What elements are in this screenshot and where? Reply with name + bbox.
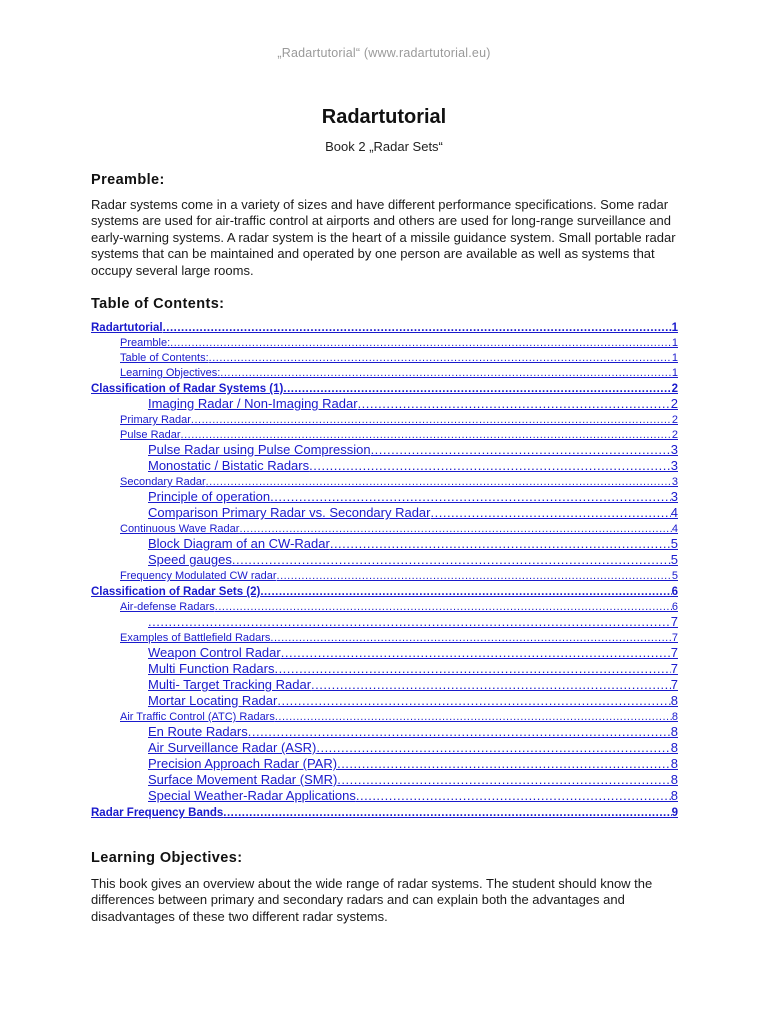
toc-entry-label: Surface Movement Radar (SMR) — [148, 772, 338, 787]
toc-heading: Table of Contents: — [91, 296, 225, 312]
toc-entry-page: 8 — [670, 772, 678, 787]
toc-leader-dots — [431, 505, 671, 520]
toc-leader-dots — [330, 536, 671, 551]
toc-leader-dots — [274, 661, 670, 676]
toc-leader-dots — [281, 645, 671, 660]
toc-entry-page: 4 — [670, 505, 678, 520]
toc-entry-page: 8 — [670, 788, 678, 803]
toc-entry[interactable] — [91, 771, 678, 787]
toc-entry-page: 8 — [671, 711, 678, 723]
toc-leader-dots — [223, 807, 671, 819]
toc-leader-dots — [163, 322, 672, 334]
toc-entry-label: Table of Contents: — [120, 352, 209, 364]
toc-entry-label: Multi Function Radars — [148, 661, 275, 676]
toc-entry-page: 3 — [671, 476, 678, 488]
toc-entry-label: Continuous Wave Radar — [120, 523, 240, 535]
toc-entry-label: Speed gauges — [148, 552, 232, 567]
toc-entry-label: Weapon Control Radar — [148, 645, 281, 660]
toc-entry-page: 2 — [670, 396, 678, 411]
toc-leader-dots — [248, 724, 671, 739]
toc-leader-dots — [316, 740, 670, 755]
toc-entry-page: 3 — [670, 458, 678, 473]
toc-leader-dots — [270, 632, 671, 644]
toc-entry[interactable] — [91, 755, 678, 771]
toc-entry-label: Mortar Locating Radar — [148, 693, 278, 708]
toc-entry[interactable] — [91, 676, 678, 692]
toc-entry-label: En Route Radars — [148, 724, 248, 739]
toc-entry-label: Radartutorial — [91, 322, 163, 334]
toc-entry-label: Preamble: — [120, 337, 171, 349]
toc-entry-page: 7 — [670, 677, 678, 692]
toc-entry[interactable] — [91, 692, 678, 708]
toc-entry-label: Monostatic / Bistatic Radars — [148, 458, 310, 473]
toc-entry-label: Comparison Primary Radar vs. Secondary Radar — [148, 505, 431, 520]
table-of-contents — [91, 318, 678, 819]
toc-entry-page: 6 — [671, 601, 678, 613]
toc-leader-dots — [277, 570, 672, 582]
toc-entry-label: Principle of operation — [148, 489, 271, 504]
toc-entry-label: Precision Approach Radar (PAR) — [148, 756, 338, 771]
toc-leader-dots — [181, 429, 672, 441]
toc-entry-page: 8 — [670, 724, 678, 739]
toc-entry-page: 3 — [670, 489, 678, 504]
toc-entry[interactable] — [91, 708, 678, 723]
toc-entry[interactable] — [91, 379, 678, 395]
toc-leader-dots — [270, 489, 671, 504]
toc-entry-label: Frequency Modulated CW radar — [120, 570, 277, 582]
toc-entry[interactable] — [91, 803, 678, 819]
toc-entry-label: Radar Frequency Bands — [91, 807, 224, 819]
toc-entry-page: 2 — [671, 414, 678, 426]
toc-entry[interactable] — [91, 426, 678, 441]
toc-entry-page: 4 — [671, 523, 678, 535]
preamble-heading: Preamble: — [91, 172, 165, 188]
toc-leader-dots — [309, 458, 671, 473]
toc-leader-dots — [356, 788, 671, 803]
toc-entry-label: Air Surveillance Radar (ASR) — [148, 740, 317, 755]
toc-entry-page: 5 — [670, 536, 678, 551]
toc-leader-dots — [260, 586, 671, 598]
toc-entry[interactable] — [91, 411, 678, 426]
toc-entry[interactable] — [91, 644, 678, 660]
toc-leader-dots — [337, 772, 670, 787]
toc-entry-page: 8 — [670, 740, 678, 755]
toc-entry[interactable] — [91, 567, 678, 582]
toc-entry[interactable] — [91, 473, 678, 488]
page-header-note: „Radartutorial“ (www.radartutorial.eu) — [277, 46, 491, 60]
toc-entry[interactable] — [91, 660, 678, 676]
learning-objectives-text: This book gives an overview about the wide range of radar systems. The student should know the differences between primary and secondary radars and can explain both the advantages and disadvantages of these two different radar systems. — [91, 876, 653, 924]
toc-entry-page: 1 — [671, 322, 678, 334]
toc-entry[interactable] — [91, 739, 678, 755]
toc-leader-dots — [206, 476, 672, 488]
toc-entry[interactable] — [91, 598, 678, 613]
toc-entry[interactable] — [91, 787, 678, 803]
toc-entry[interactable] — [91, 441, 678, 457]
toc-entry-label: Classification of Radar Sets (2) — [91, 586, 261, 598]
toc-entry[interactable] — [91, 318, 678, 334]
toc-entry[interactable] — [91, 364, 678, 379]
toc-entry-label: Classification of Radar Systems (1) — [91, 383, 284, 395]
toc-entry-page: 5 — [670, 552, 678, 567]
toc-entry-label: Air Traffic Control (ATC) Radars — [120, 711, 275, 723]
toc-leader-dots — [220, 367, 672, 379]
toc-leader-dots — [283, 383, 671, 395]
toc-entry-page: 2 — [671, 383, 678, 395]
toc-leader-dots — [191, 414, 672, 426]
toc-entry-page: 1 — [671, 352, 678, 364]
toc-entry-label: Air-defense Radars — [120, 601, 215, 613]
toc-entry-page: 1 — [671, 337, 678, 349]
toc-entry-page: 9 — [671, 807, 678, 819]
preamble-text: Radar systems come in a variety of sizes and have different performance specifications. Some radar systems are used for air-traffic control at airports and others are used for long-range surveillance and early-warning systems. A radar system is the heart of a missile guidance system. Small portable radar systems that can be maintained and operated by one person are available as well as systems that occupy several large rooms. — [91, 197, 676, 278]
toc-entry-label: Imaging Radar / Non-Imaging Radar — [148, 396, 358, 411]
toc-entry[interactable] — [91, 613, 678, 629]
toc-entry-page: 2 — [671, 429, 678, 441]
toc-entry[interactable] — [91, 551, 678, 567]
toc-entry-page: 6 — [671, 586, 678, 598]
toc-entry-label: Pulse Radar using Pulse Compression — [148, 442, 371, 457]
toc-entry-page: 7 — [671, 632, 678, 644]
toc-entry-label: Multi- Target Tracking Radar — [148, 677, 312, 692]
toc-leader-dots — [232, 552, 671, 567]
toc-leader-dots — [311, 677, 671, 692]
toc-entry-label: Special Weather-Radar Applications — [148, 788, 356, 803]
toc-leader-dots — [170, 337, 672, 349]
toc-leader-dots — [337, 756, 671, 771]
toc-leader-dots — [371, 442, 671, 457]
toc-entry[interactable] — [91, 457, 678, 473]
learning-objectives-heading: Learning Objectives: — [91, 850, 243, 866]
toc-entry-label: Primary Radar — [120, 414, 191, 426]
toc-entry[interactable] — [91, 334, 678, 349]
toc-entry-page: 8 — [670, 756, 678, 771]
toc-entry-page: 5 — [671, 570, 678, 582]
toc-entry[interactable] — [91, 520, 678, 535]
toc-leader-dots — [358, 396, 671, 411]
toc-leader-dots — [148, 614, 671, 629]
toc-entry[interactable] — [91, 349, 678, 364]
toc-entry-page: 8 — [670, 693, 678, 708]
toc-entry-page: 1 — [671, 367, 678, 379]
toc-entry-label: Examples of Battlefield Radars — [120, 632, 271, 644]
toc-leader-dots — [239, 523, 671, 535]
toc-entry[interactable] — [91, 582, 678, 598]
toc-entry[interactable] — [91, 504, 678, 520]
toc-entry[interactable] — [91, 488, 678, 504]
toc-entry[interactable] — [91, 723, 678, 739]
toc-entry-page: 7 — [670, 614, 678, 629]
toc-entry-label: Learning Objectives: — [120, 367, 221, 379]
toc-entry[interactable] — [91, 535, 678, 551]
toc-entry-page: 7 — [670, 645, 678, 660]
toc-entry[interactable] — [91, 629, 678, 644]
toc-entry[interactable] — [91, 395, 678, 411]
toc-entry-page: 3 — [670, 442, 678, 457]
toc-leader-dots — [277, 693, 670, 708]
toc-entry-label: Pulse Radar — [120, 429, 181, 441]
document-subtitle: Book 2 „Radar Sets“ — [325, 139, 443, 154]
toc-leader-dots — [275, 711, 672, 723]
toc-entry-label: Secondary Radar — [120, 476, 206, 488]
toc-entry-page: 7 — [670, 661, 678, 676]
toc-leader-dots — [215, 601, 672, 613]
toc-entry-label: Block Diagram of an CW-Radar — [148, 536, 330, 551]
document-title: Radartutorial — [321, 106, 447, 128]
toc-leader-dots — [209, 352, 672, 364]
